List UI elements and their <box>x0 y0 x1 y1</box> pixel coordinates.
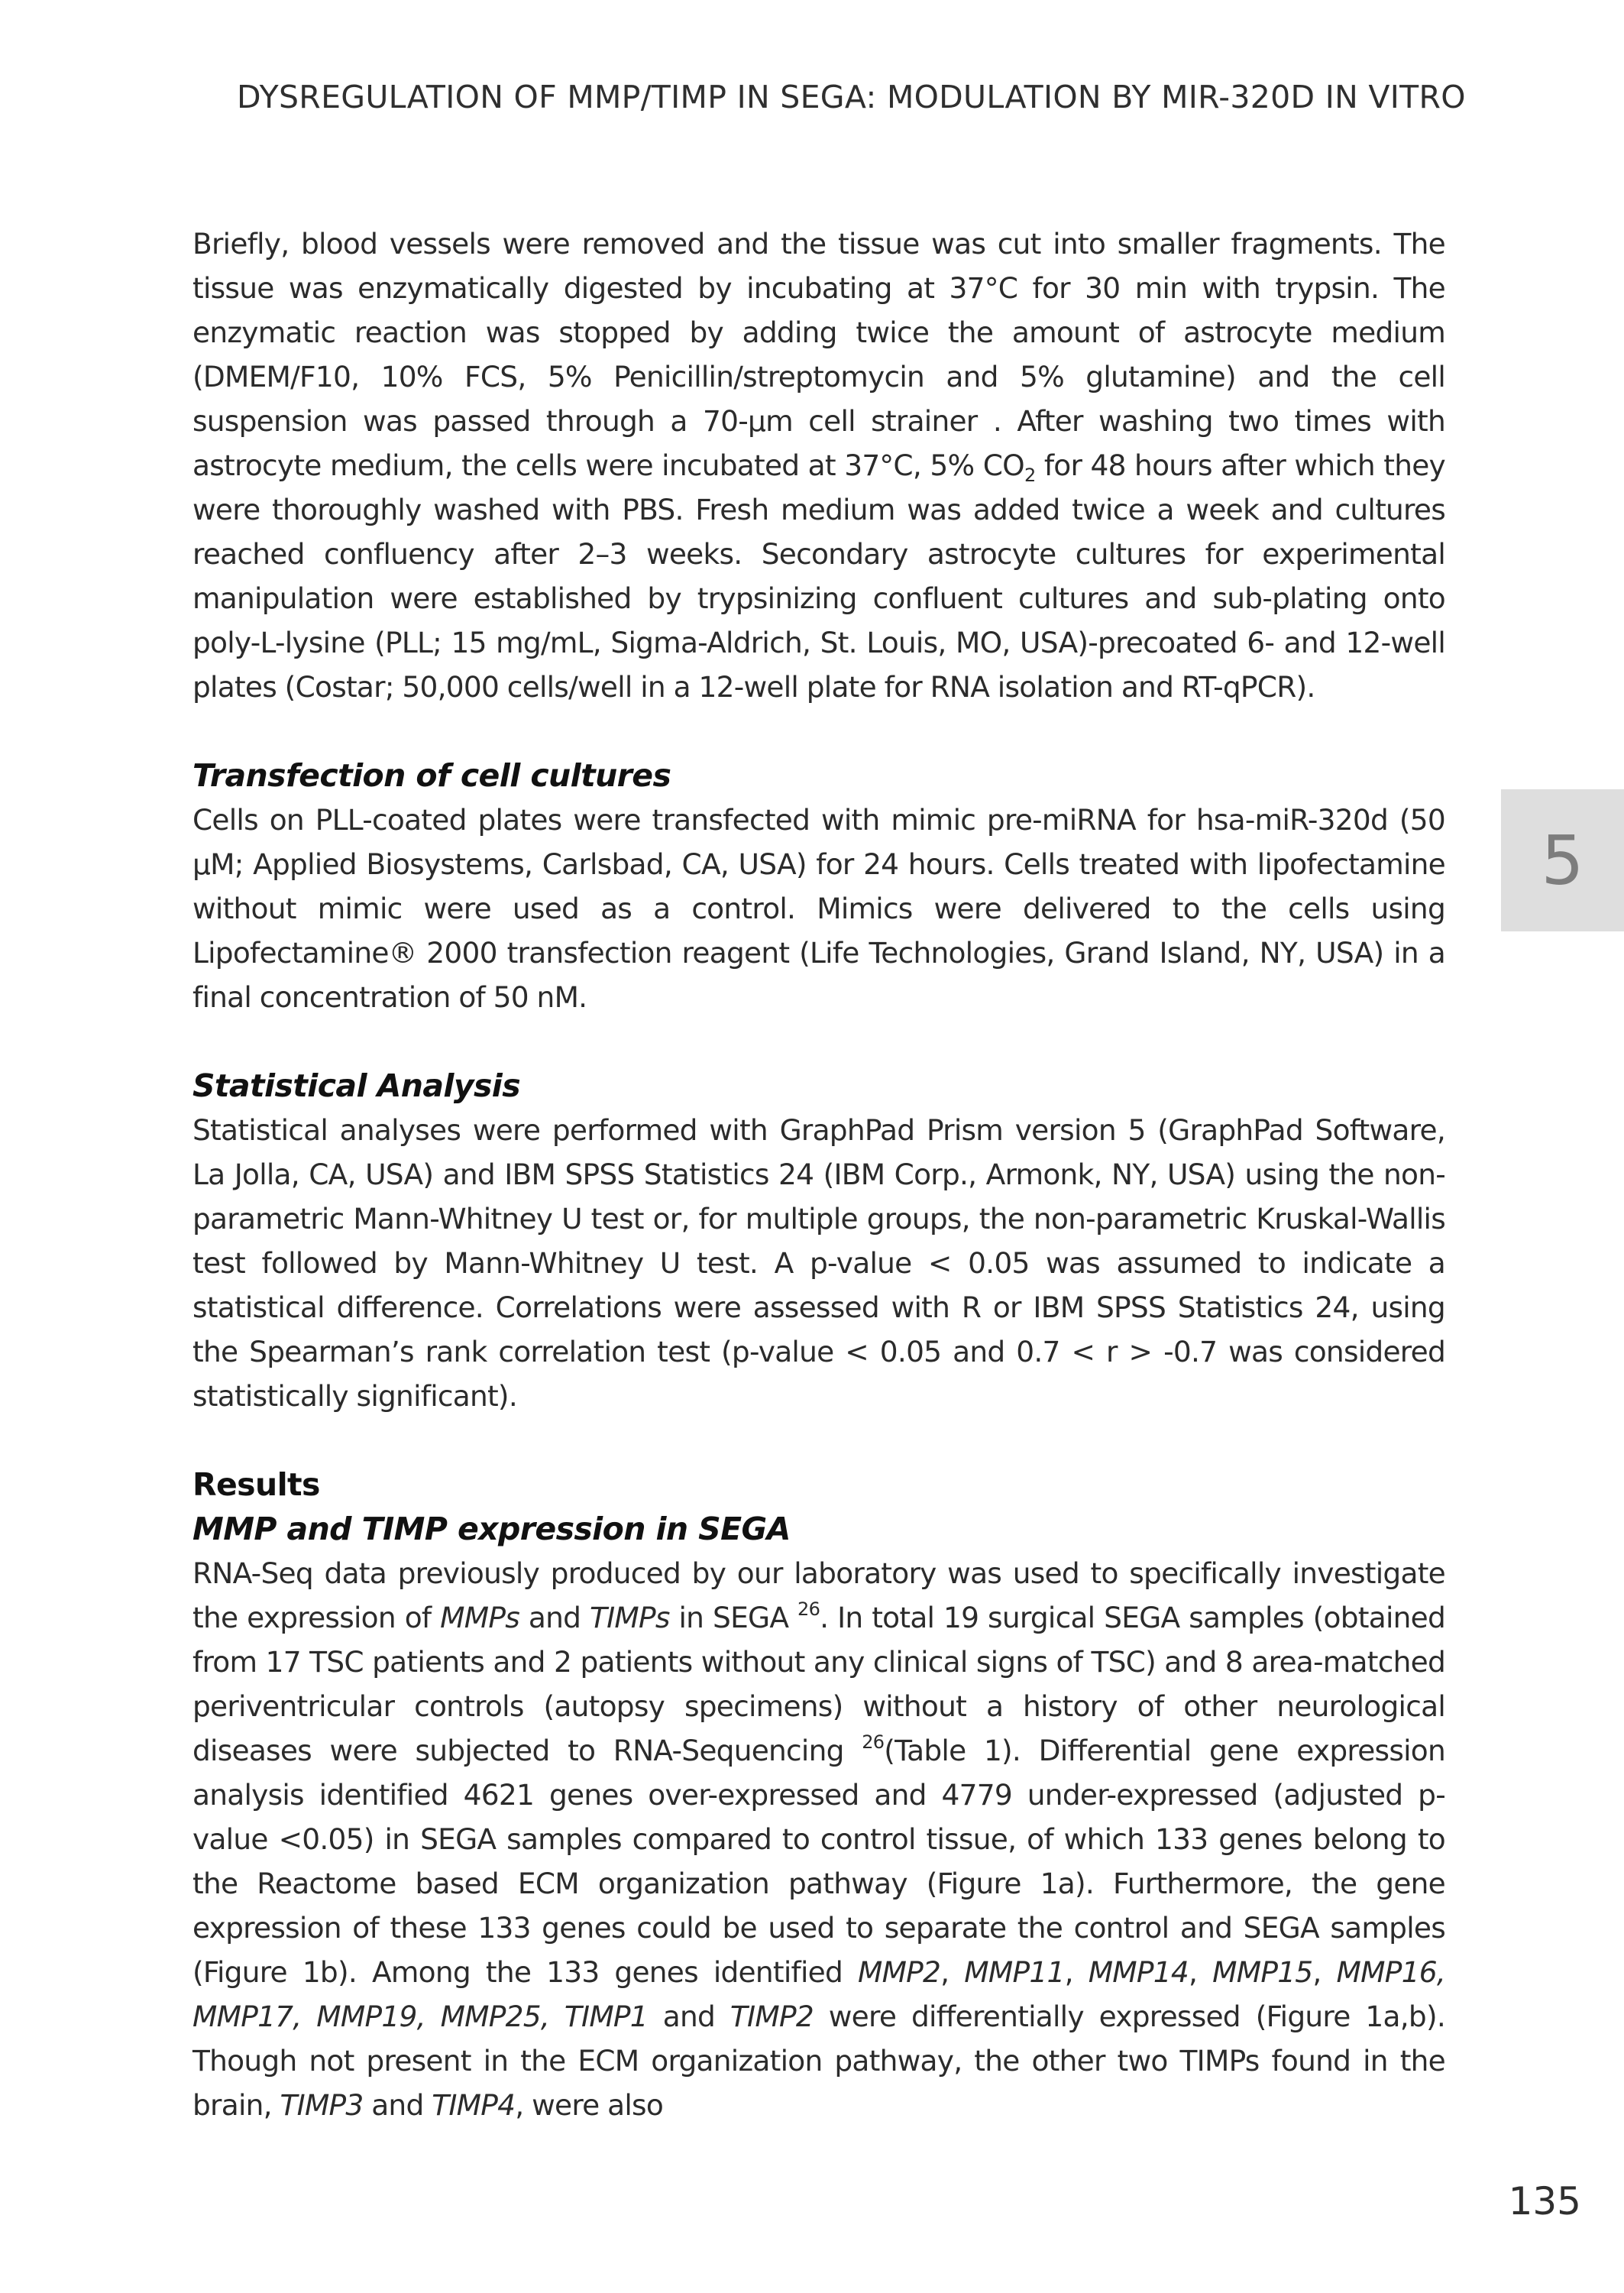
heading-statistical-analysis: Statistical Analysis <box>192 1067 521 1104</box>
chapter-number: 5 <box>1541 821 1584 900</box>
gene-term: MMP11 <box>964 1955 1065 1989</box>
gene-term: TIMP3 <box>280 2088 364 2122</box>
citation-ref: 26 <box>862 1731 885 1753</box>
running-header: DYSREGULATION OF MMP/TIMP IN SEGA: MODULATION BY MIR-320D IN VITRO <box>237 79 1466 115</box>
paragraph-text: Briefly, blood vessels were removed and the tissue was cut into smaller fragments. The tissue was enzymatically digested by incubating at 37°C for 30 min with trypsin. The enzymatic reaction was stopped by adding twice the amount of astrocyte medium (DMEM/F10, 10% FCS, 5% Penicillin/streptomycin and 5% glutamine) and the cell suspension was passed through a 70-µm cell strainer . After washing two times with astrocyte medium, the cells were incubated at 37°C, 5% CO <box>192 227 1445 482</box>
gene-term: MMP16, MMP17, MMP19, MMP25, TIMP1 <box>192 1955 1446 2033</box>
paragraph-statistical-analysis: Statistical analyses were performed with GraphPad Prism version 5 (GraphPad Software, La Jolla, CA, USA) and IBM SPSS Statistics 24 (IBM Corp., Armonk, NY, USA) using the non-parametric Mann-Whitney U test or, for multiple groups, the non-parametric Kruskal-Wallis test followed by Mann-Whitney U test. A p-value < 0.05 was assumed to indicate a statistical difference. Correlations were assessed with R or IBM SPSS Statistics 24, using the Spearman’s rank correlation test (p-value < 0.05 and 0.7 < r > -0.7 was considered statistically significant). <box>192 1113 1445 1413</box>
gene-term: MMP14 <box>1088 1955 1189 1989</box>
gene-term: TIMPs <box>589 1601 670 1634</box>
subheading-mmp-timp-expression: MMP and TIMP expression in SEGA <box>192 1511 791 1547</box>
chapter-tab <box>1501 789 1624 931</box>
gene-term: TIMP2 <box>730 2000 814 2033</box>
heading-results: Results <box>192 1466 320 1503</box>
gene-term: MMP15 <box>1212 1955 1313 1989</box>
co2-subscript: 2 <box>1024 465 1036 486</box>
citation-ref: 26 <box>797 1598 820 1620</box>
page-body <box>192 222 1445 2127</box>
gene-term: TIMP4 <box>432 2088 516 2122</box>
gene-term: MMPs <box>440 1601 520 1634</box>
paragraph-transfection: Cells on PLL-coated plates were transfected with mimic pre-miRNA for hsa-miR-320d (50 µM; Applied Biosystems, Carlsbad, CA, USA) for 24 hours. Cells treated with lipofectamine without mimic were used as a control. Mimics were delivered to the cells using Lipofectamine® 2000 transfection reagent (Life Technologies, Grand Island, NY, USA) in a final concentration of 50 nM. <box>192 803 1445 1014</box>
gene-term: MMP2 <box>857 1955 941 1989</box>
paragraph-text: for 48 hours after which they were thoroughly washed with PBS. Fresh medium was added twice a week and cultures reached confluency after 2–3 weeks. Secondary astrocyte cultures for experimental manipulation were established by trypsinizing confluent cultures and sub-plating onto poly-L-lysine (PLL; 15 mg/mL, Sigma-Aldrich, St. Louis, MO, USA)-precoated 6- and 12-well plates (Costar; 50,000 cells/well in a 12-well plate for RNA isolation and RT-qPCR). <box>192 449 1445 704</box>
paragraph-results: RNA-Seq data previously produced by our laboratory was used to specifically investigate the expression of MMPs and TIMPs in SEGA $^{26}$. In total 19 surgical SEGA samples (obtained from 17 TSC patients and 2 patients without any clinical signs of TSC) and 8 area-matched periventricular controls (autopsy specimens) without a history of other neurological diseases were subjected to RNA-Sequencing $^{26}$(Table 1). Differential gene expression analysis identified 4621 genes over-expressed and 4779 under-expressed (adjusted p-value <0.05) in SEGA samples compared to control tissue, of which 133 genes belong to the Reactome based ECM organization pathway (Figure 1a). Furthermore, the gene expression of these 133 genes could be used to separate the control and SEGA samples (Figure 1b). Among the 133 genes identified MMP2, MMP11, MMP14, MMP15, MMP16, MMP17, MMP19, MMP25, TIMP1 and TIMP2 were differentially expressed (Figure 1a,b). Though not present in the ECM organization pathway, the other two TIMPs found in the brain, TIMP3 and TIMP4, were also <box>192 1556 1446 2122</box>
page-number: 135 <box>1508 2179 1581 2223</box>
paragraph-astrocyte-culture <box>192 222 1445 709</box>
heading-transfection: Transfection of cell cultures <box>192 757 671 794</box>
